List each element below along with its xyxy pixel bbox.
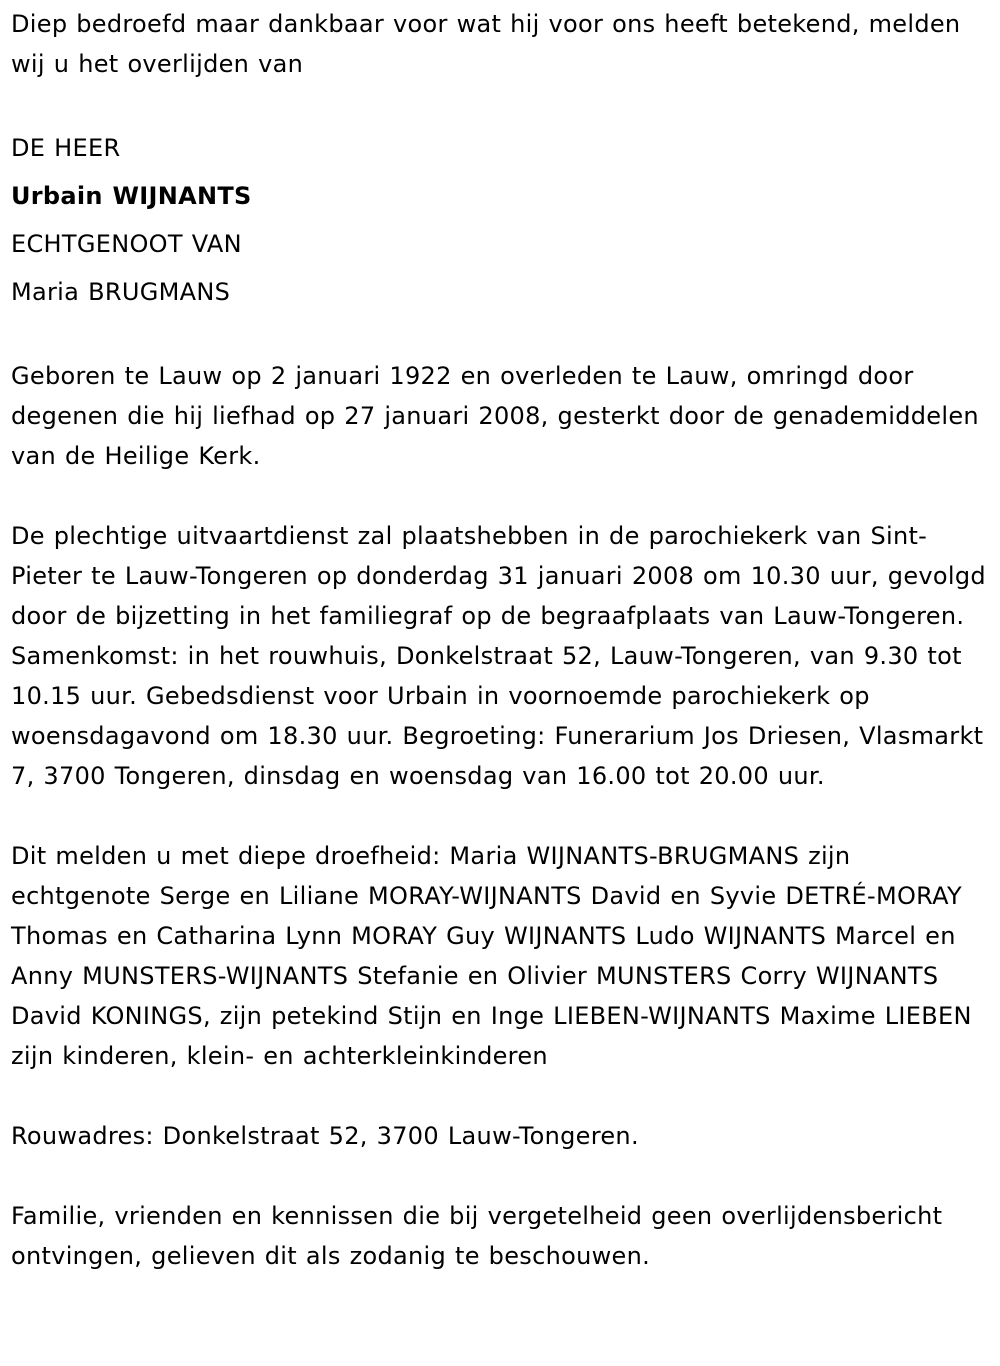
spouse-label: ECHTGENOOT VAN	[11, 230, 242, 258]
birth-death-text: Geboren te Lauw op 2 januari 1922 en overleden te Lauw, omringd door degenen die hij liefhad op 27 januari 2008, gesterkt door de genademiddelen van de Heilige Kerk.	[11, 362, 979, 470]
mourning-address: Rouwadres: Donkelstraat 52, 3700 Lauw-Tongeren.	[11, 1122, 639, 1150]
deceased-name: Urbain WIJNANTS	[11, 182, 252, 210]
closing-text: Familie, vrienden en kennissen die bij vergetelheid geen overlijdensbericht ontvingen, gelieven dit als zodanig te beschouwen.	[11, 1202, 943, 1270]
family-announcement: Dit melden u met diepe droefheid: Maria WIJNANTS-BRUGMANS zijn echtgenote Serge en Liliane MORAY-WIJNANTS David en Syvie DETRÉ-MORAY Thomas en Catharina Lynn MORAY Guy WIJNANTS Ludo WIJNANTS Marcel en Anny MUNSTERS-WIJNANTS Stefanie en Olivier MUNSTERS Corry WIJNANTS David KONINGS, zijn petekind Stijn en Inge LIEBEN-WIJNANTS Maxime LIEBEN zijn kinderen, klein- en achterkleinkinderen	[11, 842, 972, 1070]
funeral-details: De plechtige uitvaartdienst zal plaatshebben in de parochiekerk van Sint-Pieter te Lauw-Tongeren op donderdag 31 januari 2008 om 10.30 uur, gevolgd door de bijzetting in het familiegraf op de begraafplaats van Lauw-Tongeren. Samenkomst: in het rouwhuis, Donkelstraat 52, Lauw-Tongeren, van 9.30 tot 10.15 uur. Gebedsdienst voor Urbain in voornoemde parochiekerk op woensdagavond om 18.30 uur. Begroeting: Funerarium Jos Driesen, Vlasmarkt 7, 3700 Tongeren, dinsdag en woensdag van 16.00 tot 20.00 uur.	[11, 522, 986, 790]
spouse-name: Maria BRUGMANS	[11, 278, 231, 306]
intro-text: Diep bedroefd maar dankbaar voor wat hij voor ons heeft betekend, melden wij u het overlijden van	[11, 10, 961, 78]
title-label: DE HEER	[11, 134, 121, 162]
deceased-block	[11, 124, 988, 316]
